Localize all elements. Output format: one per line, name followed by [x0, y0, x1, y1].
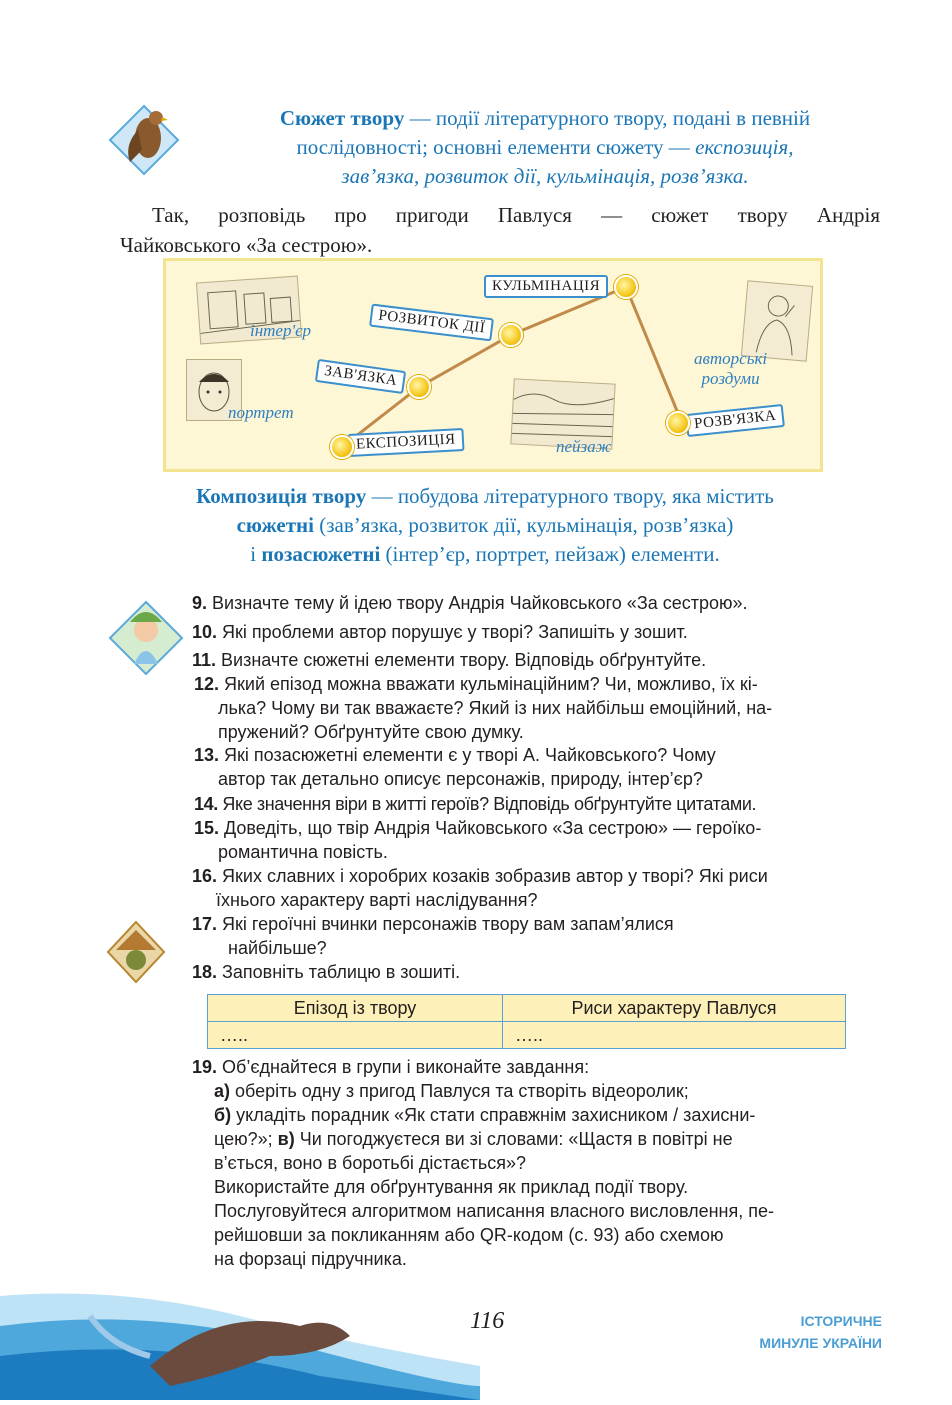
- episode-table: [207, 994, 846, 1049]
- question-17: [192, 912, 872, 960]
- dot-tie: [407, 375, 431, 399]
- q16-text: Яких славних і хоробрих козаків зобразив автор у творі? Які риси: [217, 866, 768, 886]
- q10-number: 10.: [192, 622, 218, 642]
- question-10: [192, 620, 872, 644]
- plot-def-text: — події літературного твору, подані в певній: [404, 106, 811, 130]
- question-13: [194, 743, 874, 791]
- author-label-2: роздуми: [701, 369, 760, 388]
- section-title-line1: ІСТОРИЧНЕ: [800, 1313, 882, 1329]
- girl-icon: [106, 598, 186, 678]
- plot-def-italic1: експозиція,: [695, 135, 794, 159]
- q16-number: 16.: [192, 866, 218, 886]
- q18-text: Заповніть таблицю в зошиті.: [217, 962, 461, 982]
- hat-icon: [106, 920, 166, 984]
- author-label: [694, 349, 767, 389]
- plot-term: Сюжет твору: [279, 106, 405, 130]
- question-14: [194, 792, 874, 816]
- composition-definition: [110, 482, 860, 569]
- question-18: [192, 960, 872, 984]
- q14-number: 14.: [194, 794, 218, 814]
- q9-number: 9.: [192, 593, 208, 613]
- table-row: [208, 1022, 846, 1049]
- question-19: [192, 1055, 872, 1271]
- portrait-label: портрет: [228, 403, 294, 422]
- q19-v-label: в): [277, 1129, 295, 1149]
- tag-exposition: ЕКСПОЗИЦІЯ: [347, 428, 464, 457]
- intro-paragraph: [120, 200, 880, 260]
- composition-term: Композиція твору: [196, 484, 367, 508]
- q12-text: Який епізод можна вважати кульмінаційним? Чи, можливо, їх кі-: [219, 674, 758, 694]
- composition-nonplot-elements: позасюжетні: [261, 542, 381, 566]
- q11-text: Визначте сюжетні елементи твору. Відповідь обґрунтуйте.: [216, 650, 707, 670]
- table-cell-traits: …..: [503, 1022, 846, 1049]
- q17-cont1: найбільше?: [228, 938, 327, 958]
- q13-cont1: автор так детально описує персонажів, природу, інтер’єр?: [218, 769, 703, 789]
- plot-diagram: [163, 258, 823, 472]
- tag-climax: КУЛЬМІНАЦІЯ: [484, 275, 608, 298]
- q19-text: Об’єднайтеся в групи і виконайте завдання:: [217, 1057, 590, 1077]
- plot-definition: [200, 104, 890, 191]
- q19-line4: на форзаці підручника.: [214, 1249, 407, 1269]
- table-header-row: [208, 995, 846, 1022]
- question-16: [192, 864, 872, 912]
- q19-number: 19.: [192, 1057, 218, 1077]
- q13-number: 13.: [194, 745, 220, 765]
- tag-development: РОЗВИТОК ДІЇ: [369, 304, 494, 342]
- q17-number: 17.: [192, 914, 218, 934]
- table-header-episode: Епізод із твору: [208, 995, 503, 1022]
- question-15: [194, 816, 874, 864]
- q19-a-text: оберіть одну з пригод Павлуся та створіть відеоролик;: [230, 1081, 689, 1101]
- tag-resolution: РОЗВ'ЯЗКА: [685, 404, 785, 437]
- q14-text: Яке значення віри в житті героїв? Відповідь обґрунтуйте цитатами.: [217, 794, 757, 814]
- intro-line1: Так, розповідь про пригоди Павлуся — сюжет твору Андрія: [152, 203, 880, 227]
- q12-cont1: лька? Чому ви так вважаєте? Який із них найбільш емоційний, на-: [218, 698, 773, 718]
- landscape-label: пейзаж: [556, 437, 612, 456]
- q19-b-cont: цею?»;: [214, 1129, 278, 1149]
- q19-line3: рейшовши за покликанням або QR-кодом (с. 93) або схемою: [214, 1225, 724, 1245]
- q19-v-cont: в’ється, воно в боротьбі дістається»?: [214, 1153, 527, 1173]
- q15-number: 15.: [194, 818, 220, 838]
- q19-v-text: Чи погоджуєтеся ви зі словами: «Щастя в повітрі не: [294, 1129, 733, 1149]
- q9-text: Визначте тему й ідею твору Андрія Чайковського «За сестрою».: [207, 593, 748, 613]
- composition-text-a: — побудова літературного твору, яка містить: [366, 484, 774, 508]
- q15-cont1: романтична повість.: [218, 842, 388, 862]
- footer-wave-illustration: [0, 1286, 480, 1400]
- q11-number: 11.: [192, 650, 217, 670]
- dot-climax: [614, 275, 638, 299]
- dot-development: [499, 323, 523, 347]
- author-label-1: авторські: [694, 349, 768, 368]
- q18-number: 18.: [192, 962, 218, 982]
- q13-text: Які позасюжетні елементи є у творі А. Чайковського? Чому: [219, 745, 716, 765]
- dot-resolution: [666, 411, 690, 435]
- plot-def-italic2: зав’язка, розвиток дії, кульмінація, розв’язка.: [341, 164, 749, 188]
- q17-text: Які героїчні вчинки персонажів твору вам запам’ялися: [217, 914, 674, 934]
- section-title: [722, 1310, 882, 1354]
- tag-tie: ЗАВ'ЯЗКА: [315, 359, 407, 394]
- q19-b-text: укладіть порадник «Як стати справжнім захисником / захисни-: [231, 1105, 756, 1125]
- section-title-line2: МИНУЛЕ УКРАЇНИ: [759, 1335, 882, 1351]
- composition-text-b: (зав’язка, розвиток дії, кульмінація, розв’язка): [313, 513, 734, 537]
- dot-exposition: [330, 435, 354, 459]
- q16-cont1: їхнього характеру варті наслідування?: [216, 890, 538, 910]
- q19-line2: Послуговуйтеся алгоритмом написання власного висловлення, пе-: [214, 1201, 774, 1221]
- interior-label: інтер'єр: [250, 321, 312, 340]
- q19-b-label: б): [214, 1105, 232, 1125]
- q15-text: Доведіть, що твір Андрія Чайковського «За сестрою» — героїко-: [219, 818, 762, 838]
- page-number: 116: [470, 1308, 505, 1334]
- q10-text: Які проблеми автор порушує у творі? Запишіть у зошит.: [217, 622, 688, 642]
- q12-number: 12.: [194, 674, 220, 694]
- question-12: [194, 672, 874, 744]
- table-header-traits: Риси характеру Павлуся: [503, 995, 846, 1022]
- composition-plot-elements: сюжетні: [236, 513, 314, 537]
- composition-text-c2: (інтер’єр, портрет, пейзаж) елементи.: [380, 542, 720, 566]
- q19-a-label: а): [214, 1081, 231, 1101]
- table-cell-episode: …..: [208, 1022, 503, 1049]
- question-9: [192, 591, 872, 615]
- bird-icon: [104, 100, 184, 180]
- plot-def-text2: послідовності; основні елементи сюжету —: [296, 135, 696, 159]
- composition-text-c1: і: [250, 542, 262, 566]
- q12-cont2: пружений? Обґрунтуйте свою думку.: [218, 722, 524, 742]
- q19-line1: Використайте для обґрунтування як приклад події твору.: [214, 1177, 689, 1197]
- question-11: [192, 648, 872, 672]
- intro-line2: Чайковського «За сестрою».: [120, 233, 373, 257]
